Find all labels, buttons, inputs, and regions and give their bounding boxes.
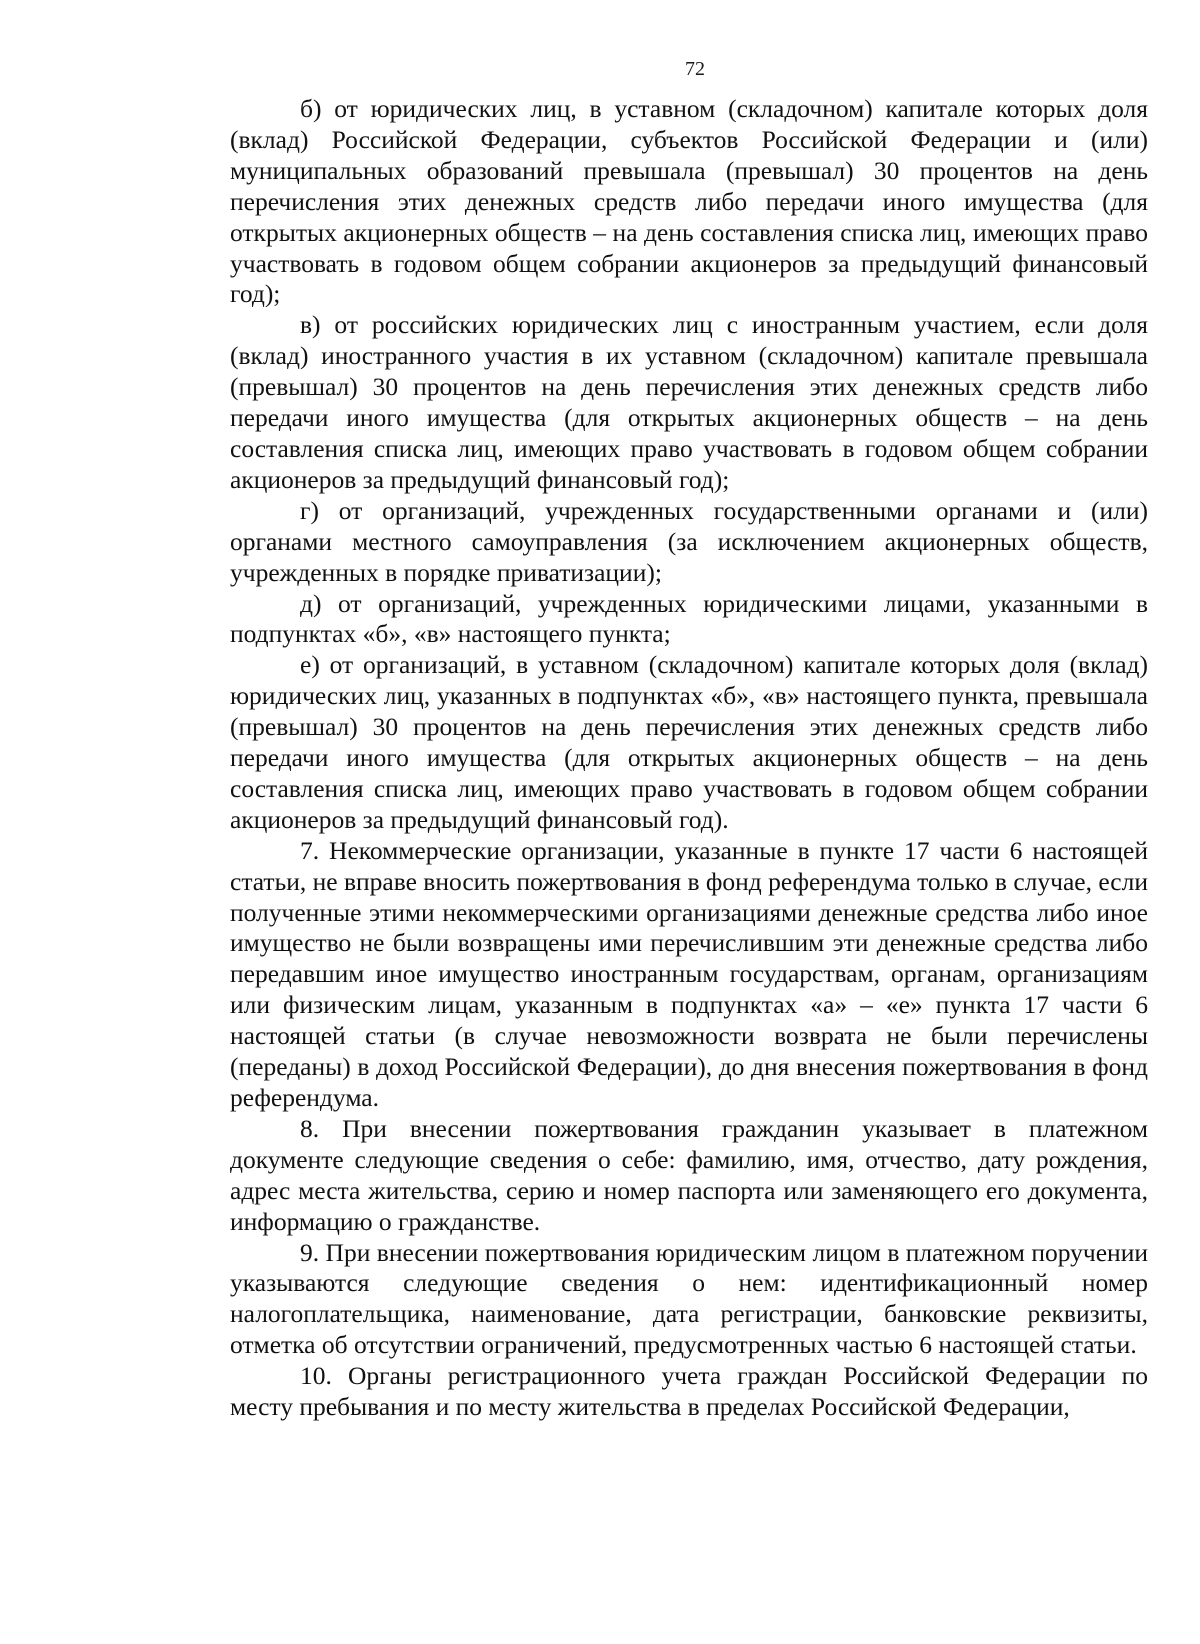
paragraph-7: 7. Некоммерческие организации, указанные в пункте 17 части 6 настоящей статьи, не вправе вносить пожертвования в фонд референдума только в случае, если полученные этими некоммерческими организациями денежные средства либо иное имущество не были возвращены ими перечислившим эти денежные средства либо передавшим иное имущество иностранным государствам, органам, организациям или физическим лицам, указанным в подпунктах «а» – «е» пункта 17 части 6 настоящей статьи (в случае невозможности возврата не были перечислены (переданы) в доход Российской Федерации), до дня внесения пожертвования в фонд референдума. [230, 835, 1148, 1112]
paragraph-9: 9. При внесении пожертвования юридическим лицом в платежном поручении указываются следующие сведения о нем: идентификационный номер налогоплательщика, наименование, дата регистрации, банковские реквизиты, отметка об отсутствии ограничений, предусмотренных частью 6 настоящей статьи. [230, 1237, 1148, 1360]
paragraph-8: 8. При внесении пожертвования гражданин указывает в платежном документе следующие сведения о себе: фамилию, имя, отчество, дату рождения, адрес места жительства, серию и номер паспорта или заменяющего его документа, информацию о гражданстве. [230, 1113, 1148, 1236]
paragraph-e: е) от организаций, в уставном (складочном) капитале которых доля (вклад) юридических лиц, указанных в подпунктах «б», «в» настоящего пункта, превышала (превышал) 30 процентов на день перечисления этих денежных средств либо передачи иного имущества (для открытых акционерных обществ – на день составления списка лиц, имеющих право участвовать в годовом общем собрании акционеров за предыдущий финансовый год). [230, 650, 1148, 834]
page-number: 72 [685, 58, 705, 80]
paragraph-b: б) от юридических лиц, в уставном (складочном) капитале которых доля (вклад) Российской Федерации, субъектов Российской Федерации и (или) муниципальных образований превышала (превышал) 30 процентов на день перечисления этих денежных средств либо передачи иного имущества (для открытых акционерных обществ – на день составления списка лиц, имеющих право участвовать в годовом общем собрании акционеров за предыдущий финансовый год); [230, 94, 1148, 309]
document-body [230, 94, 1148, 1423]
paragraph-g: г) от организаций, учрежденных государственными органами и (или) органами местного самоуправления (за исключением акционерных обществ, учрежденных в порядке приватизации); [230, 495, 1148, 587]
paragraph-10: 10. Органы регистрационного учета граждан Российской Федерации по месту пребывания и по месту жительства в пределах Российской Федерации, [230, 1361, 1148, 1422]
paragraph-v: в) от российских юридических лиц с иностранным участием, если доля (вклад) иностранного участия в их уставном (складочном) капитале превышала (превышал) 30 процентов на день перечисления этих денежных средств либо передачи иного имущества (для открытых акционерных обществ – на день составления списка лиц, имеющих право участвовать в годовом общем собрании акционеров за предыдущий финансовый год); [230, 310, 1148, 494]
paragraph-d: д) от организаций, учрежденных юридическими лицами, указанными в подпунктах «б», «в» настоящего пункта; [230, 588, 1148, 649]
